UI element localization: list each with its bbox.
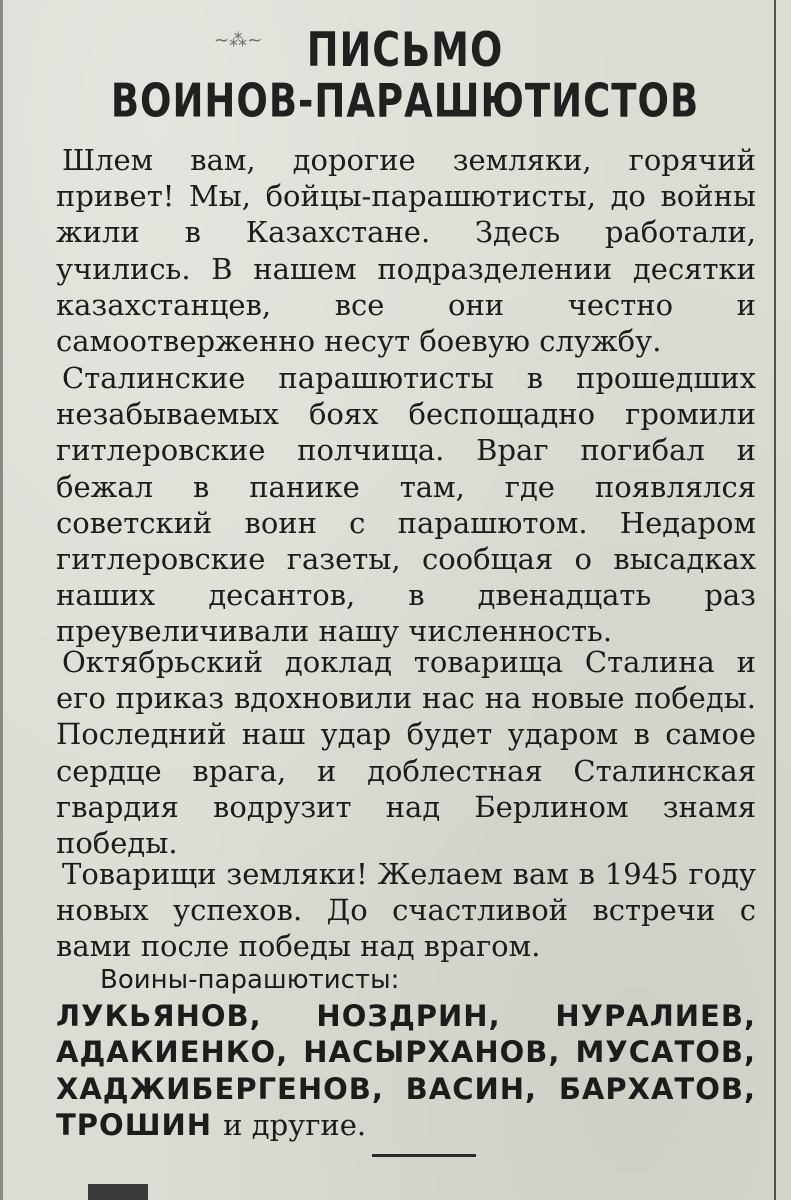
end-of-article-rule [372, 1154, 476, 1157]
article-body-3 [56, 644, 756, 861]
paragraph-1: Шлем вам, дорогие земляки, горячий привет! Мы, бойцы-парашютисты, до войны жили в Казахстане. Здесь работали, учились. В нашем подразделении десятки казахстанцев, все они честно и самоотверженно несут боевую службу. [56, 143, 756, 359]
left-column-edge [0, 0, 3, 1200]
article-body [56, 142, 756, 359]
article-body-2 [56, 360, 756, 650]
signature-names: ЛУКЬЯНОВ, НОЗДРИН, НУРАЛИЕВ, АДАКИЕНКО, НАСЫРХАНОВ, МУСАТОВ, ХАДЖИБЕРГЕНОВ, ВАСИН, БАРХАТОВ, ТРОШИН [56, 999, 756, 1142]
signature-names-block [56, 998, 756, 1143]
ornament-icon: ~⁂~ [214, 30, 263, 51]
signature-block [56, 962, 756, 1143]
column-divider [774, 0, 776, 1200]
paragraph-2: Сталинские парашютисты в прошедших незабываемых боях беспощадно громили гитлеровские полчища. Враг погибал и бежал в панике там, где появлялся советский воин с парашютом. Недаром гитлеровские газеты, сообщая о высадках наших десантов, в двенадцать раз преувеличивали нашу численность. [56, 361, 756, 649]
paragraph-3: Октябрьский доклад товарища Сталина и его приказ вдохновили нас на новые победы. Последний наш удар будет ударом в самое сердце врага, и доблестная Сталинская гвардия водрузит над Берлином знамя победы. [56, 645, 756, 861]
paragraph-4: Товарищи земляки! Желаем вам в 1945 году новых успехов. До счастливой встречи с вами после победы над врагом. [56, 857, 756, 964]
article-body-4 [56, 856, 756, 965]
article-title-line-2: ВОИНОВ-ПАРАШЮТИСТОВ [110, 74, 700, 128]
signature-tail: и другие. [223, 1107, 367, 1142]
next-article-start [88, 1184, 148, 1200]
article-title-line-1: ПИСЬМО [306, 22, 504, 77]
signature-intro: Воины-парашютисты: [100, 965, 400, 995]
